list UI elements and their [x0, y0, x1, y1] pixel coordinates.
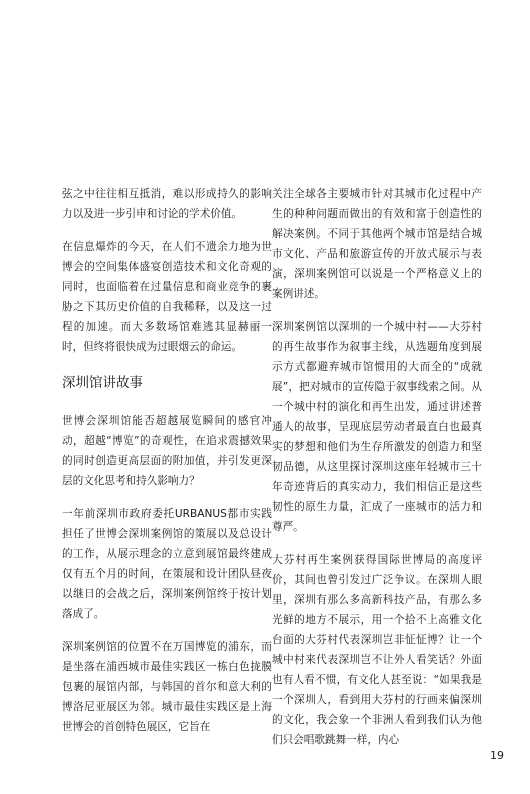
paragraph: 大芬村再生案例获得国际世博局的高度评价，其间也曾引发过广泛争议。在深圳人眼里，深圳有那么多高新科技产品，有那么多光鲜的地方不展示，用一个拾不上高雅文化台面的大芬村代表深圳岂非怔怔博？让一个城中村来代表深圳岂不让外人看笑话？外面也有人看不惯，有文化人甚至说：“如果我是一个深圳人，看到用大芬村的行画来偏深圳的文化，我会象一个非洲人看到我们认为他们只会唱歌跳舞一样，内心 — [272, 554, 482, 746]
paragraph: 深圳案例馆的位置不在万国博览的浦东，而是坐落在浦西城市最佳实践区一栋白色拢膜包裹的展馆内部，与韩国的首尔和意大利的博洛尼亚展区为邻。城市最佳实践区是上海世博会的首创特色展区，它旨在 — [62, 641, 272, 733]
paragraph: 在信息爆炸的今天，在人们不遗余力地为世博会的空间集体盛宴创造技术和文化奇观的同时，也面临着在过量信息和商业竞争的裹胁之下其历史价值的自我稀释，以及这一过程的加速。而大多数场馆难逃其显赫丽一时，但终将很快成为过眼烟云的命运。 — [62, 241, 272, 353]
right-column — [272, 184, 482, 763]
paragraph: 关注全球各主要城市针对其城市化过程中产生的种种问题而做出的有效和富于创造性的解决案例。不同于其他两个城市馆是结合城市文化、产品和旅游宣传的开放式展示与表演，深圳案例馆可以说是一个严格意义上的案例讲述。 — [272, 188, 482, 300]
paragraph: 深圳案例馆以深圳的一个城中村——大芬村的再生故事作为叙事主线，从选题角度到展示方式都避弃城市馆惯用的大而全的“成就展”，把对城市的宣传隐于叙事线索之间。从一个城中村的演化和再生出发，通过讲述普通人的故事，呈现底层劳动者最直白也最真实的梦想和他们为生存所激发的创造力和坚韧品德，从这里探讨深圳这座年轻城市三十年奇迹背后的真实动力，我们相信正是这些韧性的原生力量，汇成了一座城市的活力和尊严。 — [272, 321, 482, 533]
paragraph: 世博会深圳馆能否超越展览瞬间的感官冲动，超越“博览”的奇观性，在追求震撼效果的同时创造更高层面的附加值，并引发更深层的文化思考和持久影响力？ — [62, 415, 272, 487]
left-column — [62, 184, 272, 750]
page-number: 19 — [490, 749, 504, 762]
section-heading: 深圳馆讲故事 — [62, 375, 143, 391]
paragraph: 弦之中往往相互抵消，难以形成持久的影响力以及进一步引申和讨论的学术价值。 — [62, 188, 272, 220]
paragraph: 一年前深圳市政府委托URBANUS都市实践担任了世博会深圳案例馆的策展以及总设计的工作，从展示理念的立意到展馆最终建成仅有五个月的时间，在策展和设计团队昼夜以继日的会战之后，深圳案例馆终于按计划落成了。 — [62, 508, 272, 620]
